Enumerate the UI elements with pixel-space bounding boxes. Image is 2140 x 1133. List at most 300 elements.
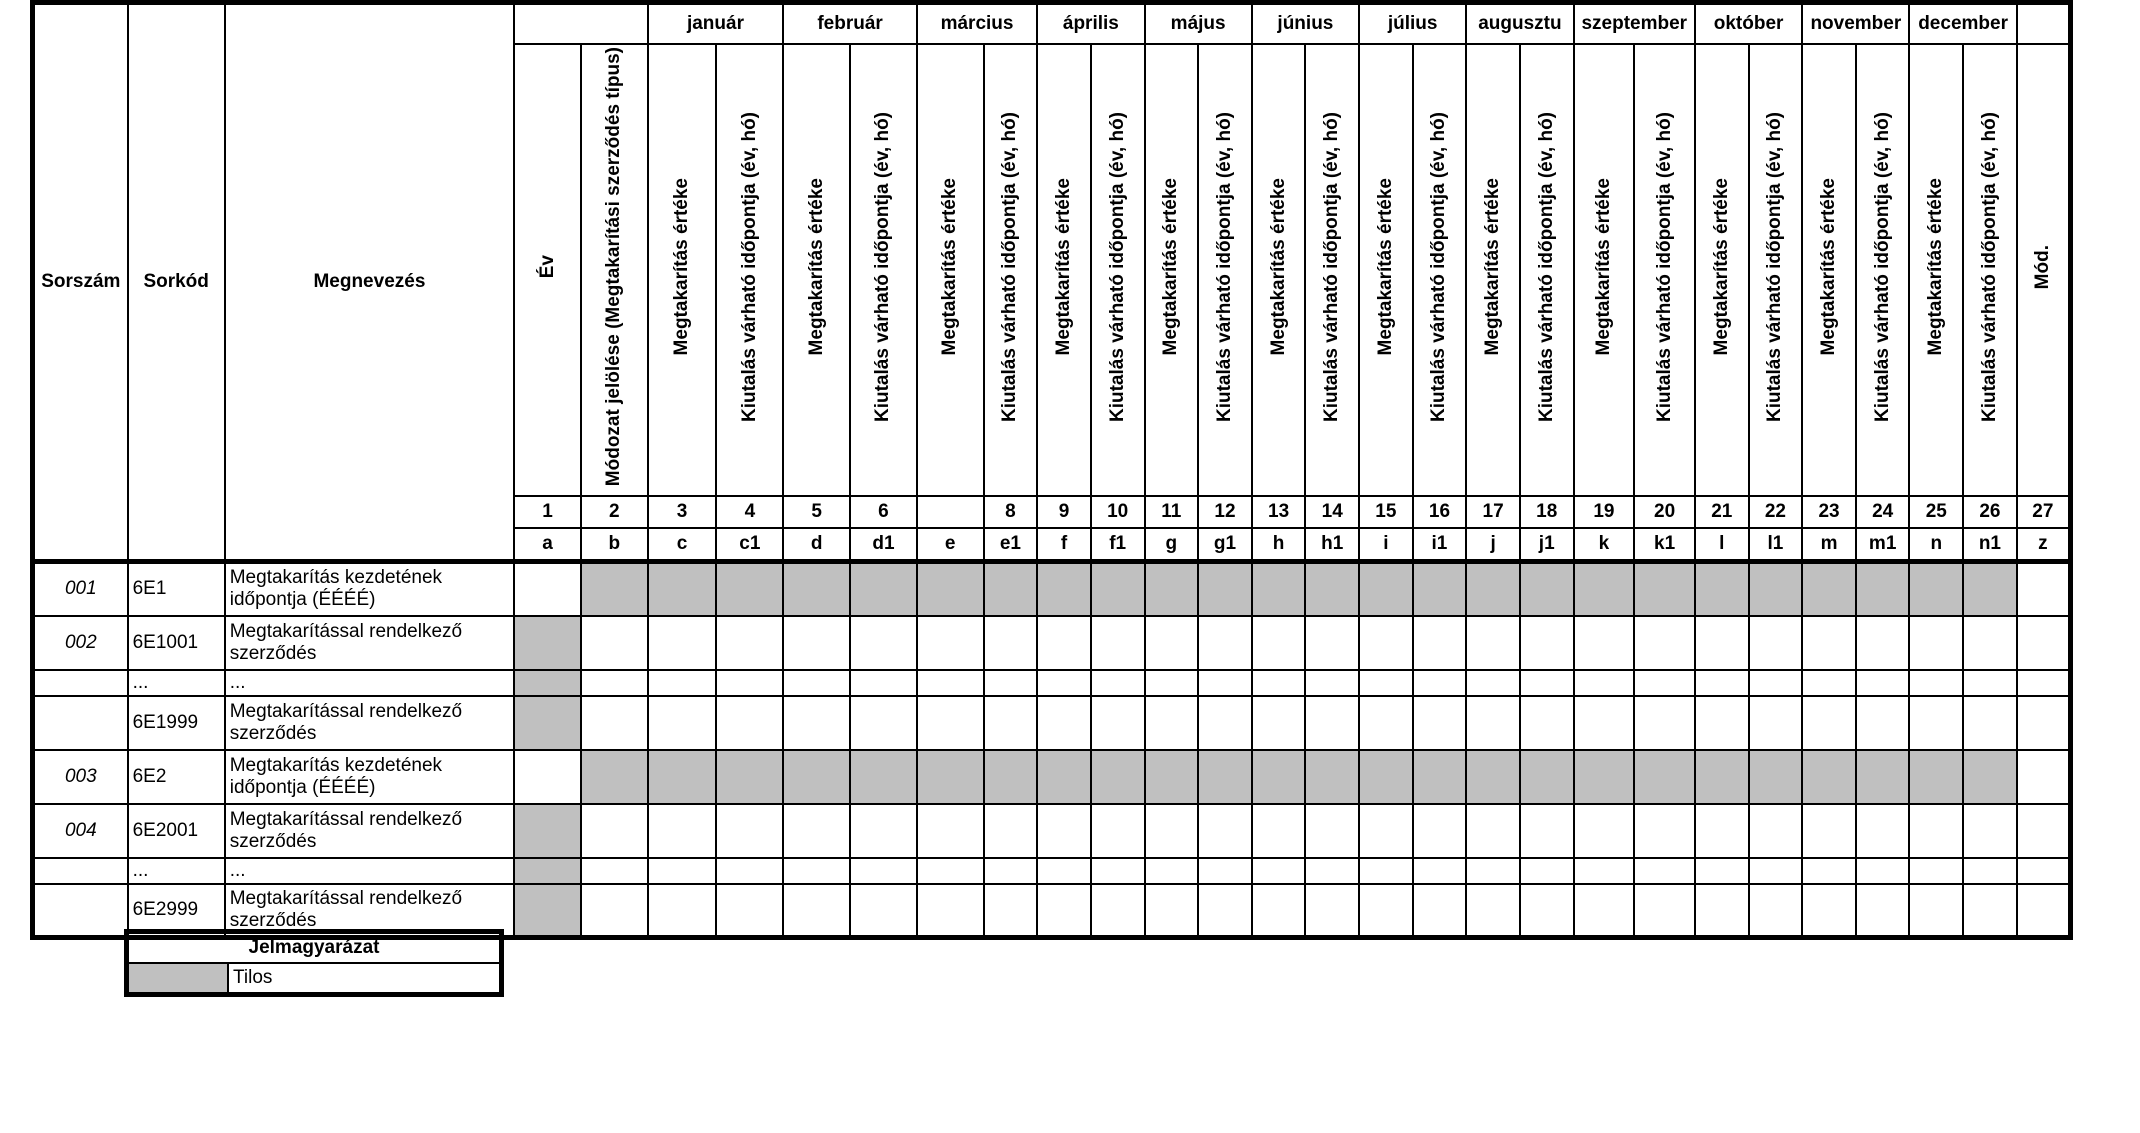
cell-input[interactable] [1198, 804, 1252, 858]
cell-input[interactable] [850, 696, 917, 750]
cell-input[interactable] [1305, 804, 1359, 858]
cell-input[interactable] [648, 858, 717, 884]
cell-input[interactable] [1198, 884, 1252, 938]
column-header-kiutalas [1520, 44, 1574, 496]
cell-forbidden [514, 670, 581, 696]
cell-forbidden [783, 750, 850, 804]
column-code: h [1252, 528, 1306, 562]
cell-input[interactable] [984, 616, 1038, 670]
cell-input[interactable] [1520, 804, 1574, 858]
cell-input[interactable] [1856, 616, 1910, 670]
cell-forbidden [1634, 562, 1695, 616]
cell-forbidden [581, 562, 648, 616]
legend-label-forbidden: Tilos [228, 963, 502, 995]
cell-forbidden [716, 750, 783, 804]
cell-input[interactable] [1634, 858, 1695, 884]
row-sorszam: 004 [33, 804, 128, 858]
cell-input[interactable] [1091, 884, 1145, 938]
cell-input[interactable] [1466, 858, 1520, 884]
column-header-kiutalas [1856, 44, 1910, 496]
cell-input[interactable] [1695, 858, 1749, 884]
column-code: a [514, 528, 581, 562]
cell-input[interactable] [783, 696, 850, 750]
cell-input[interactable] [1574, 696, 1635, 750]
cell-forbidden [1909, 750, 1963, 804]
row-megnevezes: Megtakarítás kezdetének időpontja (ÉÉÉÉ) [225, 750, 514, 804]
column-number: 18 [1520, 496, 1574, 528]
cell-input[interactable] [1856, 696, 1910, 750]
cell-input[interactable] [1413, 616, 1467, 670]
row-sorkod: ... [128, 670, 225, 696]
column-header-label: Megtakarítás értéke [1592, 178, 1614, 356]
cell-forbidden [1856, 562, 1910, 616]
cell-forbidden [1037, 750, 1091, 804]
column-header-label: Megtakarítás értéke [1374, 178, 1396, 356]
cell-forbidden [581, 750, 648, 804]
cell-input[interactable] [783, 884, 850, 938]
month-header: május [1145, 3, 1252, 45]
column-code: n [1909, 528, 1963, 562]
cell-forbidden [1413, 750, 1467, 804]
cell-input[interactable] [1413, 696, 1467, 750]
column-number: 2 [581, 496, 648, 528]
column-code: i1 [1413, 528, 1467, 562]
cell-input[interactable] [1909, 696, 1963, 750]
cell-input[interactable] [1574, 670, 1635, 696]
cell-forbidden [1145, 750, 1199, 804]
cell-input[interactable] [2017, 562, 2071, 616]
column-code: d [783, 528, 850, 562]
cell-input[interactable] [1305, 858, 1359, 884]
cell-input[interactable] [1413, 884, 1467, 938]
cell-input[interactable] [1963, 858, 2017, 884]
cell-forbidden [1466, 750, 1520, 804]
column-header-kiutalas [1305, 44, 1359, 496]
legend-title: Jelmagyarázat [127, 932, 502, 964]
legend-table [124, 929, 504, 997]
cell-input[interactable] [1145, 804, 1199, 858]
cell-input[interactable] [1413, 858, 1467, 884]
column-header-label: Megtakarítás értéke [805, 178, 827, 356]
cell-input[interactable] [1305, 696, 1359, 750]
cell-input[interactable] [1252, 804, 1306, 858]
cell-forbidden [514, 616, 581, 670]
column-header-label: Kiutalás várható időpontja (év, hó) [1106, 111, 1128, 422]
column-number: 1 [514, 496, 581, 528]
cell-input[interactable] [1359, 884, 1413, 938]
cell-input[interactable] [1252, 884, 1306, 938]
cell-input[interactable] [850, 670, 917, 696]
cell-input[interactable] [1037, 616, 1091, 670]
cell-input[interactable] [1963, 670, 2017, 696]
cell-input[interactable] [1695, 804, 1749, 858]
cell-input[interactable] [1634, 616, 1695, 670]
cell-input[interactable] [1802, 804, 1856, 858]
cell-input[interactable] [1145, 884, 1199, 938]
column-code: h1 [1305, 528, 1359, 562]
cell-input[interactable] [1856, 670, 1910, 696]
cell-input[interactable] [1466, 804, 1520, 858]
cell-input[interactable] [1634, 884, 1695, 938]
column-header-label: Megtakarítás értéke [1925, 178, 1947, 356]
cell-input[interactable] [1145, 616, 1199, 670]
legend-swatch-forbidden [127, 963, 229, 995]
cell-input[interactable] [1413, 670, 1467, 696]
column-number: 16 [1413, 496, 1467, 528]
column-header-megtakaritas-erteke [1466, 44, 1520, 496]
cell-input[interactable] [1909, 670, 1963, 696]
cell-input[interactable] [1466, 670, 1520, 696]
cell-input[interactable] [2017, 616, 2071, 670]
header-megnevezes: Megnevezés [225, 3, 514, 562]
cell-forbidden [1359, 562, 1413, 616]
cell-input[interactable] [1466, 616, 1520, 670]
column-header-label: Megtakarítás értéke [1818, 178, 1840, 356]
row-sorkod: 6E1001 [128, 616, 225, 670]
cell-input[interactable] [917, 616, 984, 670]
column-number: 20 [1634, 496, 1695, 528]
cell-input[interactable] [1198, 670, 1252, 696]
cell-input[interactable] [1695, 696, 1749, 750]
table-row [33, 696, 2071, 750]
cell-input[interactable] [1802, 670, 1856, 696]
cell-forbidden [1091, 750, 1145, 804]
cell-input[interactable] [984, 670, 1038, 696]
column-header-label: Megtakarítás értéke [671, 178, 693, 356]
cell-input[interactable] [850, 884, 917, 938]
column-header-mod [2017, 44, 2071, 496]
column-number: 26 [1963, 496, 2017, 528]
column-code: k [1574, 528, 1635, 562]
cell-input[interactable] [1634, 670, 1695, 696]
cell-input[interactable] [984, 884, 1038, 938]
cell-input[interactable] [514, 562, 581, 616]
cell-forbidden [984, 562, 1038, 616]
cell-input[interactable] [1359, 858, 1413, 884]
cell-input[interactable] [581, 884, 648, 938]
cell-input[interactable] [716, 858, 783, 884]
cell-input[interactable] [1198, 858, 1252, 884]
cell-input[interactable] [1802, 884, 1856, 938]
cell-input[interactable] [648, 884, 717, 938]
column-header-kiutalas [850, 44, 917, 496]
cell-input[interactable] [1091, 696, 1145, 750]
cell-input[interactable] [648, 804, 717, 858]
row-sorszam [33, 858, 128, 884]
cell-input[interactable] [1695, 670, 1749, 696]
cell-input[interactable] [1856, 884, 1910, 938]
cell-input[interactable] [1909, 804, 1963, 858]
cell-input[interactable] [648, 670, 717, 696]
cell-input[interactable] [1909, 884, 1963, 938]
column-code: z [2017, 528, 2071, 562]
column-header-kiutalas [1749, 44, 1803, 496]
cell-forbidden [1037, 562, 1091, 616]
cell-input[interactable] [1574, 884, 1635, 938]
row-sorszam [33, 884, 128, 938]
cell-input[interactable] [716, 804, 783, 858]
cell-input[interactable] [1145, 696, 1199, 750]
row-sorkod: 6E1 [128, 562, 225, 616]
row-megnevezes: Megtakarítással rendelkező szerződés [225, 804, 514, 858]
cell-input[interactable] [716, 670, 783, 696]
cell-input[interactable] [2017, 670, 2071, 696]
cell-input[interactable] [1963, 696, 2017, 750]
column-number: 8 [984, 496, 1038, 528]
cell-forbidden [1520, 750, 1574, 804]
column-header-megtakaritas-erteke [917, 44, 984, 496]
cell-input[interactable] [1145, 670, 1199, 696]
cell-input[interactable] [581, 696, 648, 750]
column-header-megtakaritas-erteke [1574, 44, 1635, 496]
column-header-megtakaritas-erteke [783, 44, 850, 496]
cell-input[interactable] [648, 616, 717, 670]
cell-input[interactable] [1305, 884, 1359, 938]
cell-input[interactable] [850, 804, 917, 858]
cell-input[interactable] [783, 670, 850, 696]
cell-input[interactable] [648, 696, 717, 750]
cell-input[interactable] [1634, 696, 1695, 750]
column-code: b [581, 528, 648, 562]
cell-input[interactable] [917, 804, 984, 858]
column-header-ev [514, 44, 581, 496]
cell-input[interactable] [1856, 804, 1910, 858]
row-megnevezes: Megtakarítással rendelkező szerződés [225, 616, 514, 670]
column-header-modozat [581, 44, 648, 496]
column-code: m1 [1856, 528, 1910, 562]
column-code: n1 [1963, 528, 2017, 562]
cell-input[interactable] [1198, 696, 1252, 750]
month-header: december [1909, 3, 2016, 45]
cell-input[interactable] [581, 858, 648, 884]
cell-forbidden [1413, 562, 1467, 616]
column-header-kiutalas [1963, 44, 2017, 496]
column-number [917, 496, 984, 528]
cell-input[interactable] [1856, 858, 1910, 884]
cell-input[interactable] [2017, 750, 2071, 804]
cell-forbidden [1963, 562, 2017, 616]
cell-input[interactable] [1359, 616, 1413, 670]
cell-input[interactable] [783, 858, 850, 884]
column-header-label: Kiutalás várható időpontja (év, hó) [738, 111, 760, 422]
cell-input[interactable] [1037, 884, 1091, 938]
cell-input[interactable] [1963, 804, 2017, 858]
column-code: j1 [1520, 528, 1574, 562]
column-number: 17 [1466, 496, 1520, 528]
cell-input[interactable] [1749, 696, 1803, 750]
row-sorszam: 002 [33, 616, 128, 670]
cell-input[interactable] [2017, 884, 2071, 938]
cell-input[interactable] [1198, 616, 1252, 670]
cell-input[interactable] [581, 616, 648, 670]
cell-input[interactable] [514, 750, 581, 804]
cell-forbidden [1634, 750, 1695, 804]
cell-input[interactable] [1695, 616, 1749, 670]
month-header: január [648, 3, 784, 45]
column-code: g [1145, 528, 1199, 562]
cell-input[interactable] [1749, 804, 1803, 858]
cell-input[interactable] [1749, 884, 1803, 938]
cell-input[interactable] [1037, 696, 1091, 750]
cell-forbidden [1305, 750, 1359, 804]
cell-forbidden [1520, 562, 1574, 616]
cell-input[interactable] [1520, 858, 1574, 884]
cell-input[interactable] [716, 696, 783, 750]
cell-forbidden [1359, 750, 1413, 804]
column-header-kiutalas [1413, 44, 1467, 496]
cell-input[interactable] [1749, 616, 1803, 670]
column-header-label: Kiutalás várható időpontja (év, hó) [1653, 111, 1675, 422]
cell-input[interactable] [1145, 858, 1199, 884]
column-header-label: Kiutalás várható időpontja (év, hó) [1764, 111, 1786, 422]
cell-input[interactable] [917, 696, 984, 750]
cell-input[interactable] [1574, 858, 1635, 884]
column-header-kiutalas [984, 44, 1038, 496]
cell-input[interactable] [1359, 696, 1413, 750]
cell-input[interactable] [1037, 858, 1091, 884]
column-code: i [1359, 528, 1413, 562]
cell-input[interactable] [850, 616, 917, 670]
cell-input[interactable] [783, 804, 850, 858]
cell-input[interactable] [716, 884, 783, 938]
month-blank [514, 3, 648, 45]
cell-input[interactable] [1091, 670, 1145, 696]
column-header-kiutalas [1634, 44, 1695, 496]
cell-forbidden [648, 750, 717, 804]
cell-input[interactable] [1802, 858, 1856, 884]
row-megnevezes: ... [225, 858, 514, 884]
cell-input[interactable] [1574, 804, 1635, 858]
cell-input[interactable] [1091, 616, 1145, 670]
cell-input[interactable] [1359, 804, 1413, 858]
cell-input[interactable] [1252, 670, 1306, 696]
cell-forbidden [1856, 750, 1910, 804]
month-header: június [1252, 3, 1359, 45]
cell-input[interactable] [1520, 616, 1574, 670]
row-sorszam: 001 [33, 562, 128, 616]
cell-input[interactable] [1695, 884, 1749, 938]
cell-forbidden [1091, 562, 1145, 616]
row-sorszam: 003 [33, 750, 128, 804]
cell-input[interactable] [1520, 696, 1574, 750]
cell-input[interactable] [1963, 616, 2017, 670]
cell-input[interactable] [917, 858, 984, 884]
cell-input[interactable] [581, 804, 648, 858]
cell-forbidden [1749, 750, 1803, 804]
cell-input[interactable] [1413, 804, 1467, 858]
table-row [33, 616, 2071, 670]
cell-input[interactable] [1963, 884, 2017, 938]
cell-input[interactable] [1252, 858, 1306, 884]
cell-input[interactable] [984, 804, 1038, 858]
column-number: 6 [850, 496, 917, 528]
cell-input[interactable] [1634, 804, 1695, 858]
column-header-label: Megtakarítás értéke [1710, 178, 1732, 356]
cell-input[interactable] [984, 858, 1038, 884]
cell-input[interactable] [716, 616, 783, 670]
column-header-label: Kiutalás várható időpontja (év, hó) [1535, 111, 1557, 422]
cell-forbidden [1909, 562, 1963, 616]
cell-forbidden [716, 562, 783, 616]
column-code: c1 [716, 528, 783, 562]
cell-input[interactable] [1802, 696, 1856, 750]
cell-input[interactable] [1037, 804, 1091, 858]
column-header-label: Kiutalás várható időpontja (év, hó) [1321, 111, 1343, 422]
cell-input[interactable] [1037, 670, 1091, 696]
cell-forbidden [917, 562, 984, 616]
column-number: 4 [716, 496, 783, 528]
column-header-label: Kiutalás várható időpontja (év, hó) [999, 111, 1021, 422]
cell-input[interactable] [1359, 670, 1413, 696]
cell-input[interactable] [783, 616, 850, 670]
column-code: c [648, 528, 717, 562]
row-megnevezes: ... [225, 670, 514, 696]
cell-forbidden [1963, 750, 2017, 804]
row-sorkod: 6E2999 [128, 884, 225, 938]
cell-input[interactable] [1574, 616, 1635, 670]
row-sorszam [33, 670, 128, 696]
cell-input[interactable] [1520, 884, 1574, 938]
cell-input[interactable] [1091, 804, 1145, 858]
cell-forbidden [1574, 750, 1635, 804]
cell-input[interactable] [1466, 884, 1520, 938]
column-code: f [1037, 528, 1091, 562]
column-header-label: Kiutalás várható időpontja (év, hó) [872, 111, 894, 422]
cell-input[interactable] [917, 670, 984, 696]
cell-input[interactable] [984, 696, 1038, 750]
row-megnevezes: Megtakarítással rendelkező szerződés [225, 696, 514, 750]
cell-input[interactable] [1252, 696, 1306, 750]
cell-input[interactable] [1305, 616, 1359, 670]
cell-forbidden [1749, 562, 1803, 616]
column-header-label: Kiutalás várható időpontja (év, hó) [1213, 111, 1235, 422]
cell-input[interactable] [1909, 616, 1963, 670]
column-header-megtakaritas-erteke [1802, 44, 1856, 496]
cell-input[interactable] [1802, 616, 1856, 670]
cell-input[interactable] [2017, 858, 2071, 884]
cell-forbidden [1574, 562, 1635, 616]
cell-forbidden [648, 562, 717, 616]
cell-forbidden [850, 562, 917, 616]
cell-input[interactable] [1091, 858, 1145, 884]
cell-input[interactable] [1520, 670, 1574, 696]
cell-input[interactable] [581, 670, 648, 696]
cell-input[interactable] [1749, 670, 1803, 696]
cell-input[interactable] [1466, 696, 1520, 750]
month-header: november [1802, 3, 1909, 45]
column-code: l [1695, 528, 1749, 562]
column-header-megtakaritas-erteke [1252, 44, 1306, 496]
report-sheet [30, 0, 2073, 988]
column-number: 10 [1091, 496, 1145, 528]
cell-input[interactable] [850, 858, 917, 884]
column-header-label: Év [536, 255, 558, 279]
cell-forbidden [1252, 562, 1306, 616]
cell-input[interactable] [1749, 858, 1803, 884]
cell-input[interactable] [1305, 670, 1359, 696]
table-row [33, 750, 2071, 804]
month-header: március [917, 3, 1037, 45]
month-header: február [783, 3, 917, 45]
cell-input[interactable] [1252, 616, 1306, 670]
cell-forbidden [783, 562, 850, 616]
cell-forbidden [917, 750, 984, 804]
cell-input[interactable] [917, 884, 984, 938]
cell-input[interactable] [2017, 804, 2071, 858]
cell-input[interactable] [2017, 696, 2071, 750]
column-code: e [917, 528, 984, 562]
cell-input[interactable] [1909, 858, 1963, 884]
